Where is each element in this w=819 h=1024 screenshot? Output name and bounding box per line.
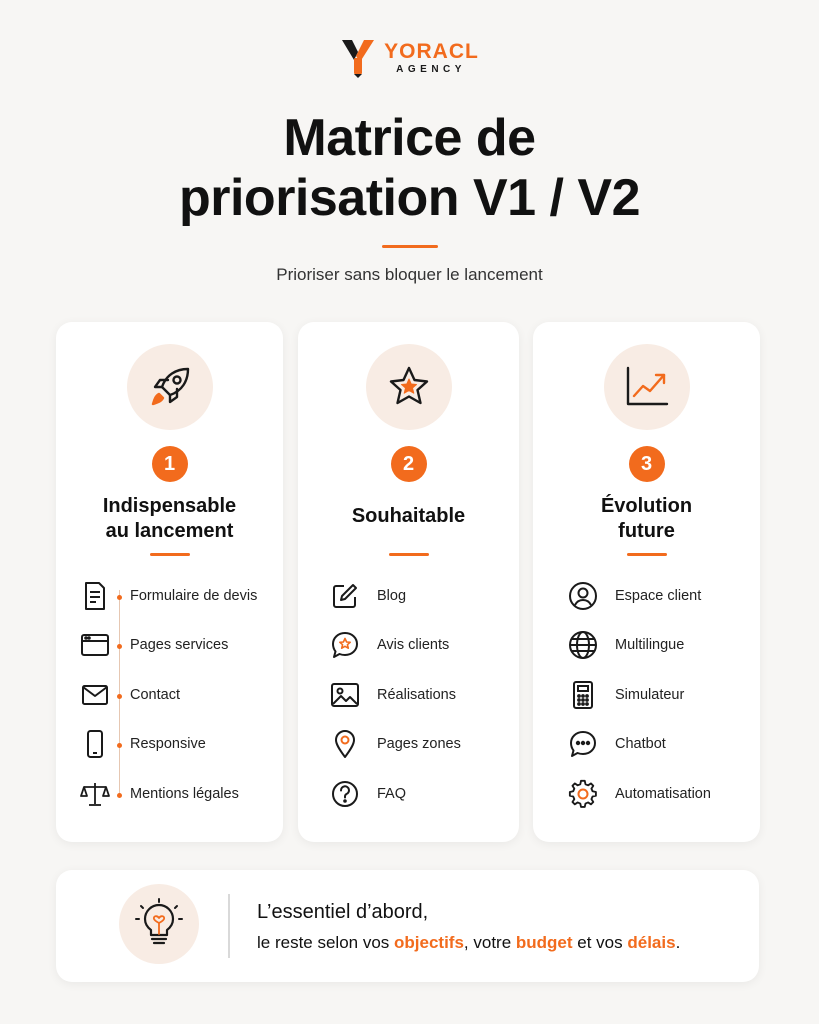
list-item xyxy=(56,726,283,762)
list-item xyxy=(56,627,283,663)
globe-icon xyxy=(568,630,598,660)
card-title-line2: future xyxy=(618,520,675,542)
list-item-label: FAQ xyxy=(377,786,407,802)
list-item-label: Contact xyxy=(130,687,180,703)
brand-logo xyxy=(0,38,819,78)
card-underline xyxy=(627,553,667,556)
brand-name: YORACL xyxy=(384,40,479,63)
list-item xyxy=(56,776,283,812)
smartphone-icon xyxy=(80,729,110,759)
list-item-label: Avis clients xyxy=(377,637,450,653)
list-item-label: Mentions légales xyxy=(130,786,239,802)
list-item xyxy=(56,578,283,614)
list-item xyxy=(533,578,760,614)
card-title-line1: Évolution xyxy=(600,495,693,517)
list-item xyxy=(298,726,519,762)
page-title-line1: Matrice de xyxy=(283,109,536,167)
card-underline xyxy=(389,553,429,556)
list-item xyxy=(298,776,519,812)
list-item xyxy=(533,677,760,713)
banner-highlight: budget xyxy=(515,933,573,952)
list-item-label: Espace client xyxy=(615,588,702,604)
card-indispensable xyxy=(56,322,283,842)
banner-highlight: objectifs xyxy=(394,933,464,952)
location-pin-icon xyxy=(330,729,360,759)
document-icon xyxy=(80,581,110,611)
star-icon xyxy=(366,344,452,430)
card-title-line2: au lancement xyxy=(105,520,234,542)
rocket-icon xyxy=(127,344,213,430)
card-title: Souhaitable xyxy=(351,505,466,527)
list-item-label: Multilingue xyxy=(615,637,685,653)
list-item-label: Responsive xyxy=(130,736,206,752)
page-subtitle: Prioriser sans bloquer le lancement xyxy=(276,265,543,284)
banner-text xyxy=(257,933,680,953)
list-item xyxy=(533,776,760,812)
banner-text-part: . xyxy=(675,933,681,952)
list-item-label: Formulaire de devis xyxy=(130,588,258,604)
list-item xyxy=(56,677,283,713)
list-item-label: Simulateur xyxy=(615,687,685,703)
banner-text-part: le reste selon vos xyxy=(257,933,395,952)
card-underline xyxy=(150,553,190,556)
banner-highlight: délais xyxy=(627,933,676,952)
banner-headline: L’essentiel d’abord, xyxy=(257,901,429,923)
number-badge: 2 xyxy=(391,446,427,482)
number-badge: 1 xyxy=(152,446,188,482)
question-icon xyxy=(330,779,360,809)
list-item-label: Pages services xyxy=(130,637,229,653)
list-item xyxy=(298,677,519,713)
number-badge: 3 xyxy=(629,446,665,482)
list-item xyxy=(298,627,519,663)
banner-divider xyxy=(228,894,230,958)
brand-subtitle: AGENCY xyxy=(396,64,466,75)
list-item-label: Automatisation xyxy=(615,786,711,802)
edit-icon xyxy=(330,581,360,611)
card-title xyxy=(56,494,283,544)
chat-bubble-icon xyxy=(568,729,598,759)
card-souhaitable xyxy=(298,322,519,842)
banner-text-part: , votre xyxy=(463,933,516,952)
growth-chart-icon xyxy=(604,344,690,430)
lightbulb-icon xyxy=(119,884,199,964)
list-item-label: Chatbot xyxy=(615,736,666,752)
list-item xyxy=(533,726,760,762)
browser-window-icon xyxy=(80,630,110,660)
user-circle-icon xyxy=(568,581,598,611)
card-title xyxy=(533,494,760,544)
envelope-icon xyxy=(80,680,110,710)
review-bubble-icon xyxy=(330,630,360,660)
banner-text-part: et vos xyxy=(572,933,628,952)
list-item-label: Réalisations xyxy=(377,687,456,703)
gear-icon xyxy=(568,779,598,809)
card-title-line1: Indispensable xyxy=(102,495,237,517)
list-item xyxy=(298,578,519,614)
image-icon xyxy=(330,680,360,710)
calculator-icon xyxy=(568,680,598,710)
list-item-label: Pages zones xyxy=(377,736,461,752)
card-evolution xyxy=(533,322,760,842)
yoracl-logo-icon xyxy=(340,38,376,78)
list-item xyxy=(533,627,760,663)
page-title-line2: priorisation V1 / V2 xyxy=(178,169,641,227)
list-item-label: Blog xyxy=(377,588,407,604)
scales-icon xyxy=(80,779,110,809)
page-title xyxy=(0,108,819,228)
title-underline xyxy=(382,245,438,248)
summary-banner xyxy=(56,870,759,982)
